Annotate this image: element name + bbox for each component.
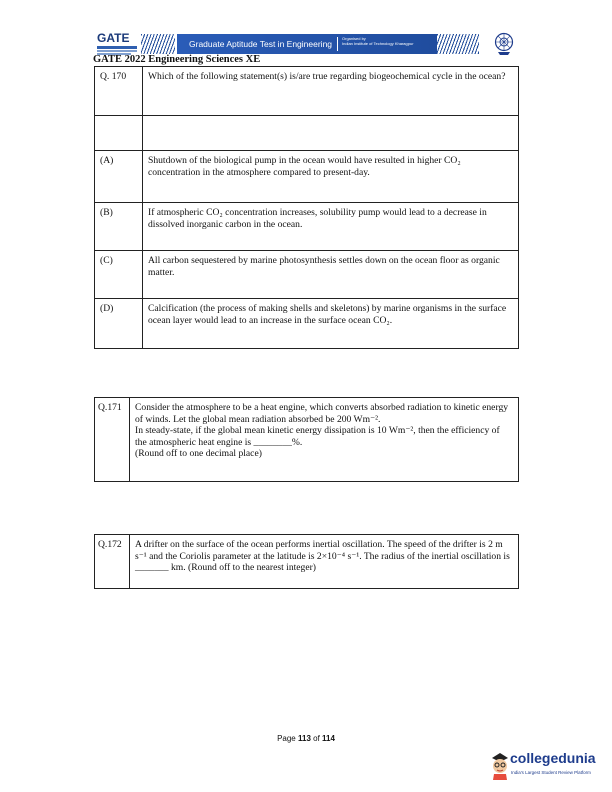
option-label: (B)	[95, 203, 143, 251]
question-line: Consider the atmosphere to be a heat engine, which converts absorbed radiation to kinetic energy of winds. Let the global mean radiation absorbed be 200 Wm⁻².	[135, 402, 509, 425]
option-text: All carbon sequestered by marine photosynthesis settles down on the ocean floor as organic matter.	[143, 251, 519, 299]
gate-logo-text: GATE	[97, 31, 130, 45]
empty-cell	[95, 116, 143, 151]
page-footer: Page 113 of 114	[277, 734, 335, 743]
option-label: (D)	[95, 299, 143, 349]
option-label: (C)	[95, 251, 143, 299]
empty-cell	[143, 116, 519, 151]
header-stripe-left	[141, 34, 175, 54]
question-text: Which of the following statement(s) is/are true regarding biogeochemical cycle in the ocean?	[143, 67, 519, 116]
option-label: (A)	[95, 151, 143, 203]
question-number: Q.172	[95, 535, 130, 589]
question-number: Q.171	[95, 398, 130, 482]
iit-emblem-icon	[494, 32, 514, 56]
question-text: A drifter on the surface of the ocean performs inertial oscillation. The speed of the drifter is 2 m s⁻¹ and the Coriolis parameter at the latitude is 2×10⁻⁴ s⁻¹. The radius of the inertial oscillation is _______ km. (Round off to the nearest integer)	[130, 535, 519, 589]
banner-organiser: Organised by Indian Institute of Technology Kharagpur	[342, 36, 414, 46]
collegedunia-brand	[490, 748, 608, 784]
option-text: Calcification (the process of making shells and skeletons) by marine organisms in the surface ocean layer would lead to an increase in the surface ocean CO₂.	[143, 299, 519, 349]
question-line: In steady-state, if the global mean kinetic energy dissipation is 10 Wm⁻², then the efficiency of the atmospheric heat engine is ________%.	[135, 425, 500, 448]
student-mascot-icon	[490, 750, 510, 780]
banner-title: Graduate Aptitude Test in Engineering	[189, 39, 333, 49]
question-171-table	[94, 397, 519, 482]
question-number: Q. 170	[95, 67, 143, 116]
option-text: Shutdown of the biological pump in the ocean would have resulted in higher CO₂ concentration in the atmosphere compared to present-day.	[143, 151, 519, 203]
question-text	[130, 398, 519, 482]
header-stripe-right	[437, 34, 479, 54]
header-banner	[177, 34, 475, 54]
page-total: 114	[322, 734, 335, 743]
brand-tagline: India's Largest Student Review Platform	[511, 770, 591, 775]
question-170-table	[94, 66, 519, 349]
brand-name: collegedunia	[510, 750, 596, 766]
document-title: GATE 2022 Engineering Sciences XE	[93, 54, 261, 65]
question-172-table	[94, 534, 519, 589]
question-line: (Round off to one decimal place)	[135, 448, 262, 459]
page-current: 113	[297, 734, 311, 743]
option-text: If atmospheric CO₂ concentration increases, solubility pump would lead to a decrease in dissolved inorganic carbon in the ocean.	[143, 203, 519, 251]
